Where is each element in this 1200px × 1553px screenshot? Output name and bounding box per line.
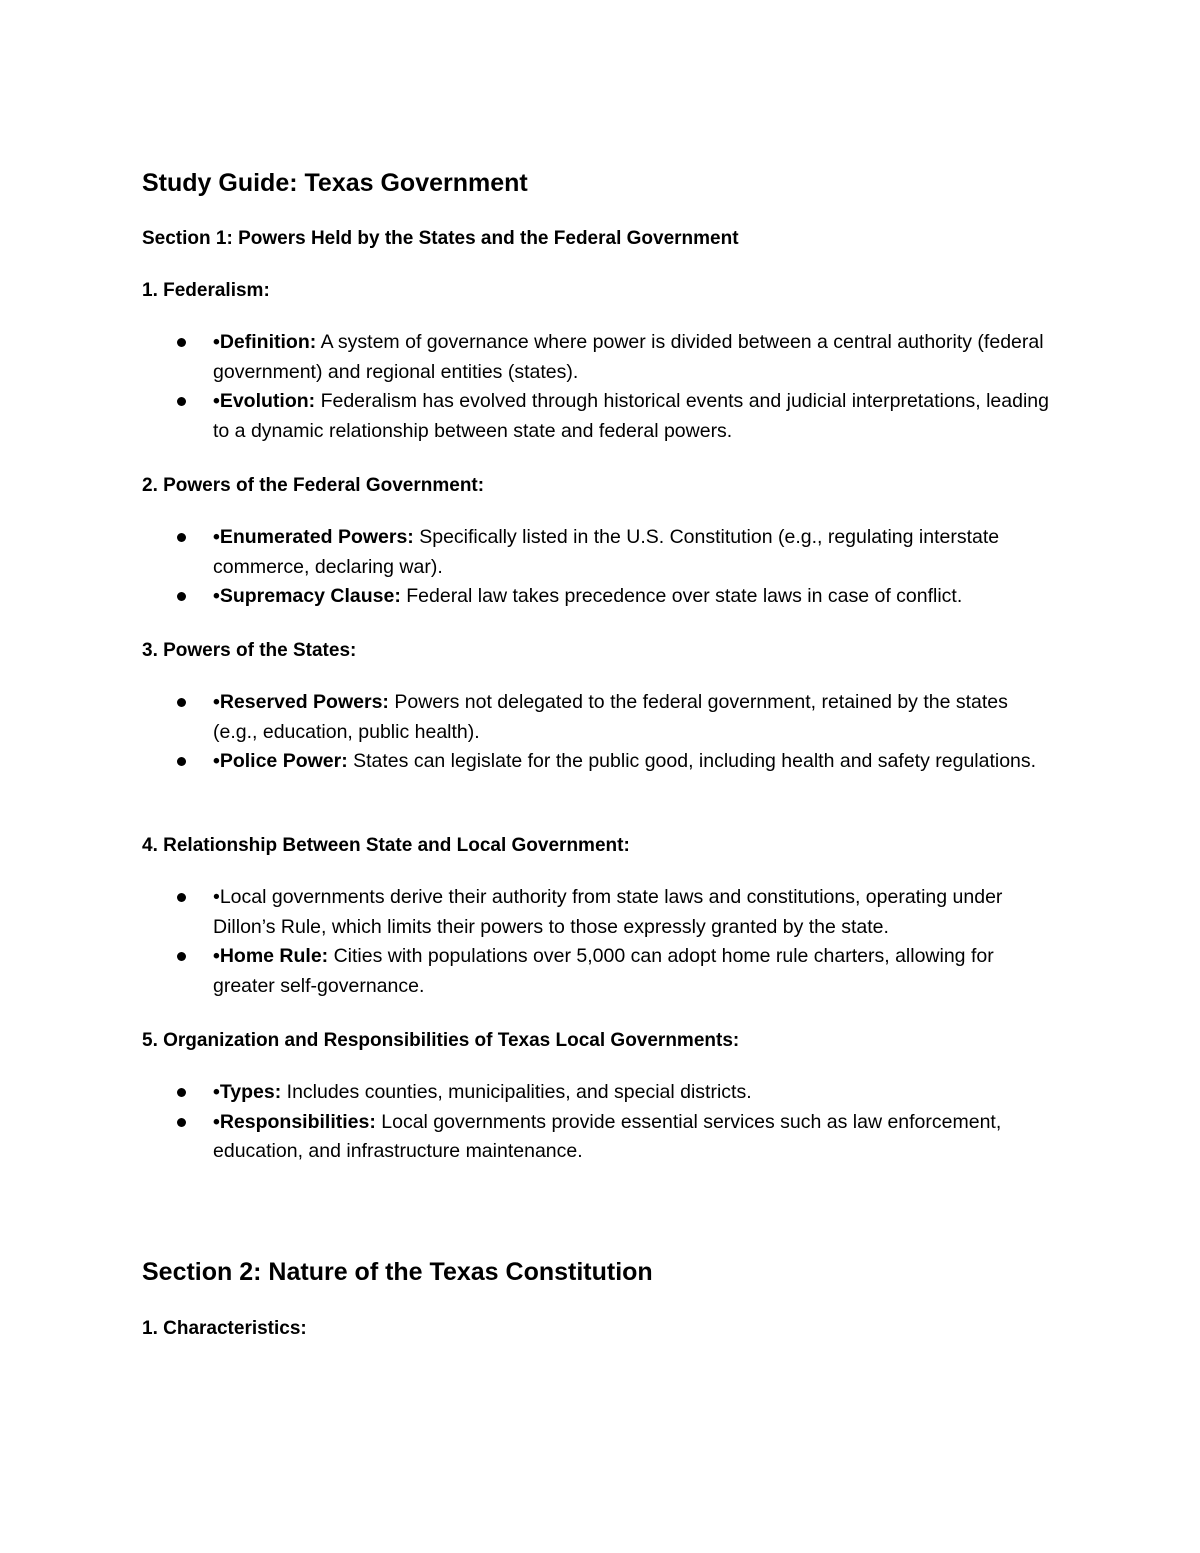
list-item [142, 942, 1052, 1001]
list-item [142, 1078, 1052, 1108]
bullet-text: States can legislate for the public good, including health and safety regulations. [347, 750, 1037, 772]
bullet-dot-icon [177, 592, 186, 601]
bullet-list-local-governments [142, 1078, 1052, 1167]
bullet-dot-icon [177, 893, 186, 902]
item-heading-characteristics: 1. Characteristics: [142, 1318, 307, 1339]
list-item [142, 387, 1052, 446]
item-heading-state-local: 4. Relationship Between State and Local Government: [142, 835, 630, 856]
item-heading-local-governments: 5. Organization and Responsibilities of Texas Local Governments: [142, 1030, 740, 1051]
bullet-term: •Home Rule: [213, 945, 329, 967]
document-title: Study Guide: Texas Government [142, 169, 528, 197]
list-item [142, 1108, 1052, 1167]
bullet-term: •Responsibilities: [213, 1110, 376, 1133]
bullet-text: Includes counties, municipalities, and special districts. [281, 1081, 752, 1103]
section-1-heading: Section 1: Powers Held by the States and the Federal Government [142, 228, 739, 249]
list-item [142, 582, 1052, 612]
bullet-list-state-powers [142, 688, 1052, 777]
bullet-list-state-local [142, 883, 1052, 1001]
bullet-text: Federal law takes precedence over state laws in case of conflict. [400, 585, 963, 607]
bullet-list-federalism [142, 328, 1052, 446]
bullet-text: Federalism has evolved through historical events and judicial interpretations, leading to a dynamic relationship between state and federal powers. [213, 390, 1049, 442]
bullet-text: Local governments provide essential services such as law enforcement, education, and infrastructure maintenance. [213, 1110, 1002, 1162]
list-item [142, 747, 1052, 777]
bullet-dot-icon [177, 397, 186, 406]
bullet-text: Powers not delegated to the federal government, retained by the states (e.g., education, public health). [213, 691, 1008, 743]
bullet-dot-icon [177, 757, 186, 766]
bullet-text: Specifically listed in the U.S. Constitution (e.g., regulating interstate commerce, declaring war). [213, 526, 1000, 578]
section-2-heading: Section 2: Nature of the Texas Constitution [142, 1258, 653, 1286]
bullet-term: •Enumerated Powers: [213, 526, 414, 548]
bullet-term: •Evolution: [213, 390, 316, 412]
bullet-dot-icon [177, 533, 186, 542]
bullet-term: •Definition: [213, 331, 317, 353]
bullet-term: •Types: [213, 1081, 282, 1103]
bullet-dot-icon [177, 698, 186, 707]
bullet-dot-icon [177, 1118, 186, 1127]
list-item [142, 688, 1052, 747]
bullet-text: •Local governments derive their authority from state laws and constitutions, operating under Dillon’s Rule, which limits their powers to those expressly granted by the state. [213, 886, 1003, 938]
item-heading-federal-powers: 2. Powers of the Federal Government: [142, 475, 485, 496]
list-item [142, 328, 1052, 387]
bullet-dot-icon [177, 952, 186, 961]
bullet-term: •Supremacy Clause: [213, 585, 401, 607]
bullet-text: Cities with populations over 5,000 can adopt home rule charters, allowing for greater self-governance. [213, 945, 994, 997]
bullet-term: •Police Power: [213, 750, 348, 772]
bullet-list-federal-powers [142, 523, 1052, 612]
list-item [142, 883, 1052, 942]
bullet-term: •Reserved Powers: [213, 691, 389, 713]
bullet-dot-icon [177, 338, 186, 347]
item-heading-state-powers: 3. Powers of the States: [142, 640, 357, 661]
list-item [142, 523, 1052, 582]
bullet-dot-icon [177, 1088, 186, 1097]
item-heading-federalism: 1. Federalism: [142, 280, 270, 301]
bullet-text: A system of governance where power is divided between a central authority (federal government) and regional entities (states). [213, 331, 1044, 383]
